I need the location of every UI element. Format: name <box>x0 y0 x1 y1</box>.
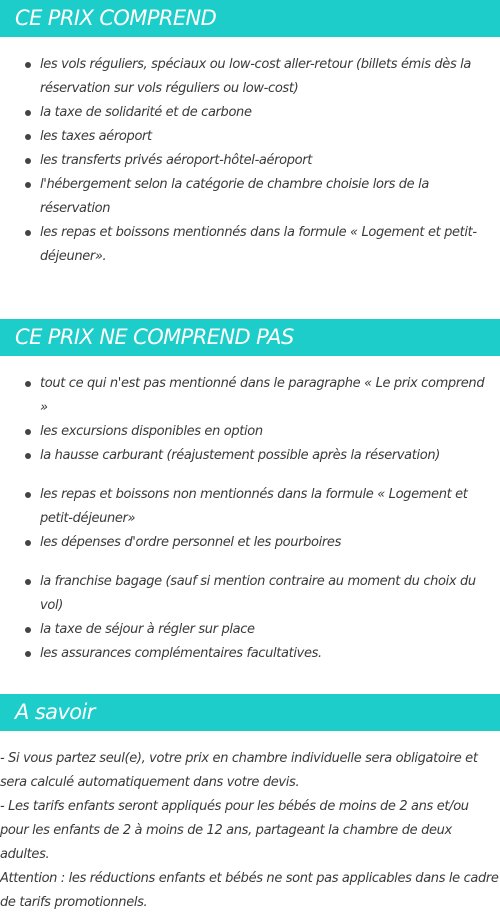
bullet-icon <box>25 453 31 459</box>
list-item: l'hébergement selon la catégorie de chambre choisie lors de la réservation <box>0 173 500 221</box>
savoir-paragraph: - Les tarifs enfants seront appliqués pour les bébés de moins de 2 ans et/ou pour les enfants de 2 à moins de 12 ans, partageant la chambre de deux adultes. <box>0 799 469 862</box>
bullet-icon <box>25 627 31 633</box>
bullet-icon <box>25 110 31 116</box>
list-item: les repas et boissons mentionnés dans la formule « Logement et petit-déjeuner». <box>0 221 500 269</box>
bullet-icon <box>25 182 31 188</box>
savoir-title: A savoir <box>15 700 95 724</box>
bullet-icon <box>25 651 31 657</box>
bullet-icon <box>25 62 31 68</box>
list-item: la taxe de séjour à régler sur place <box>0 618 500 642</box>
list-item: tout ce qui n'est pas mentionné dans le paragraphe « Le prix comprend » <box>0 372 500 420</box>
list-item: la franchise bagage (sauf si mention contraire au moment du choix du vol) <box>0 570 500 618</box>
list-item: les excursions disponibles en option <box>0 420 500 444</box>
includes-list <box>0 53 500 269</box>
savoir-header <box>0 694 500 731</box>
list-item: les taxes aéroport <box>0 125 500 149</box>
savoir-paragraph: - Si vous partez seul(e), votre prix en chambre individuelle sera obligatoire et sera calculé automatiquement dans votre devis. <box>0 751 478 790</box>
list-item: les repas et boissons non mentionnés dans la formule « Logement et petit-déjeuner» <box>0 483 500 531</box>
includes-title: CE PRIX COMPREND <box>15 6 217 30</box>
bullet-icon <box>25 429 31 435</box>
list-item: les dépenses d'ordre personnel et les pourboires <box>0 531 500 555</box>
bullet-icon <box>25 579 31 585</box>
bullet-icon <box>25 230 31 236</box>
includes-header <box>0 0 500 37</box>
bullet-icon <box>25 134 31 140</box>
list-item: la taxe de solidarité et de carbone <box>0 101 500 125</box>
bullet-icon <box>25 158 31 164</box>
savoir-body <box>0 747 500 915</box>
list-item: les assurances complémentaires facultatives. <box>0 642 500 666</box>
bullet-icon <box>25 540 31 546</box>
bullet-icon <box>25 381 31 387</box>
list-item: les transferts privés aéroport-hôtel-aéroport <box>0 149 500 173</box>
excludes-list <box>0 372 500 666</box>
savoir-paragraph: Attention : les réductions enfants et bébés ne sont pas applicables dans le cadre de tarifs promotionnels. <box>0 871 499 910</box>
list-item: les vols réguliers, spéciaux ou low-cost aller-retour (billets émis dès la réservation sur vols réguliers ou low-cost) <box>0 53 500 101</box>
excludes-header <box>0 319 500 356</box>
bullet-icon <box>25 492 31 498</box>
list-item: la hausse carburant (réajustement possible après la réservation) <box>0 444 500 468</box>
excludes-title: CE PRIX NE COMPREND PAS <box>15 325 294 349</box>
